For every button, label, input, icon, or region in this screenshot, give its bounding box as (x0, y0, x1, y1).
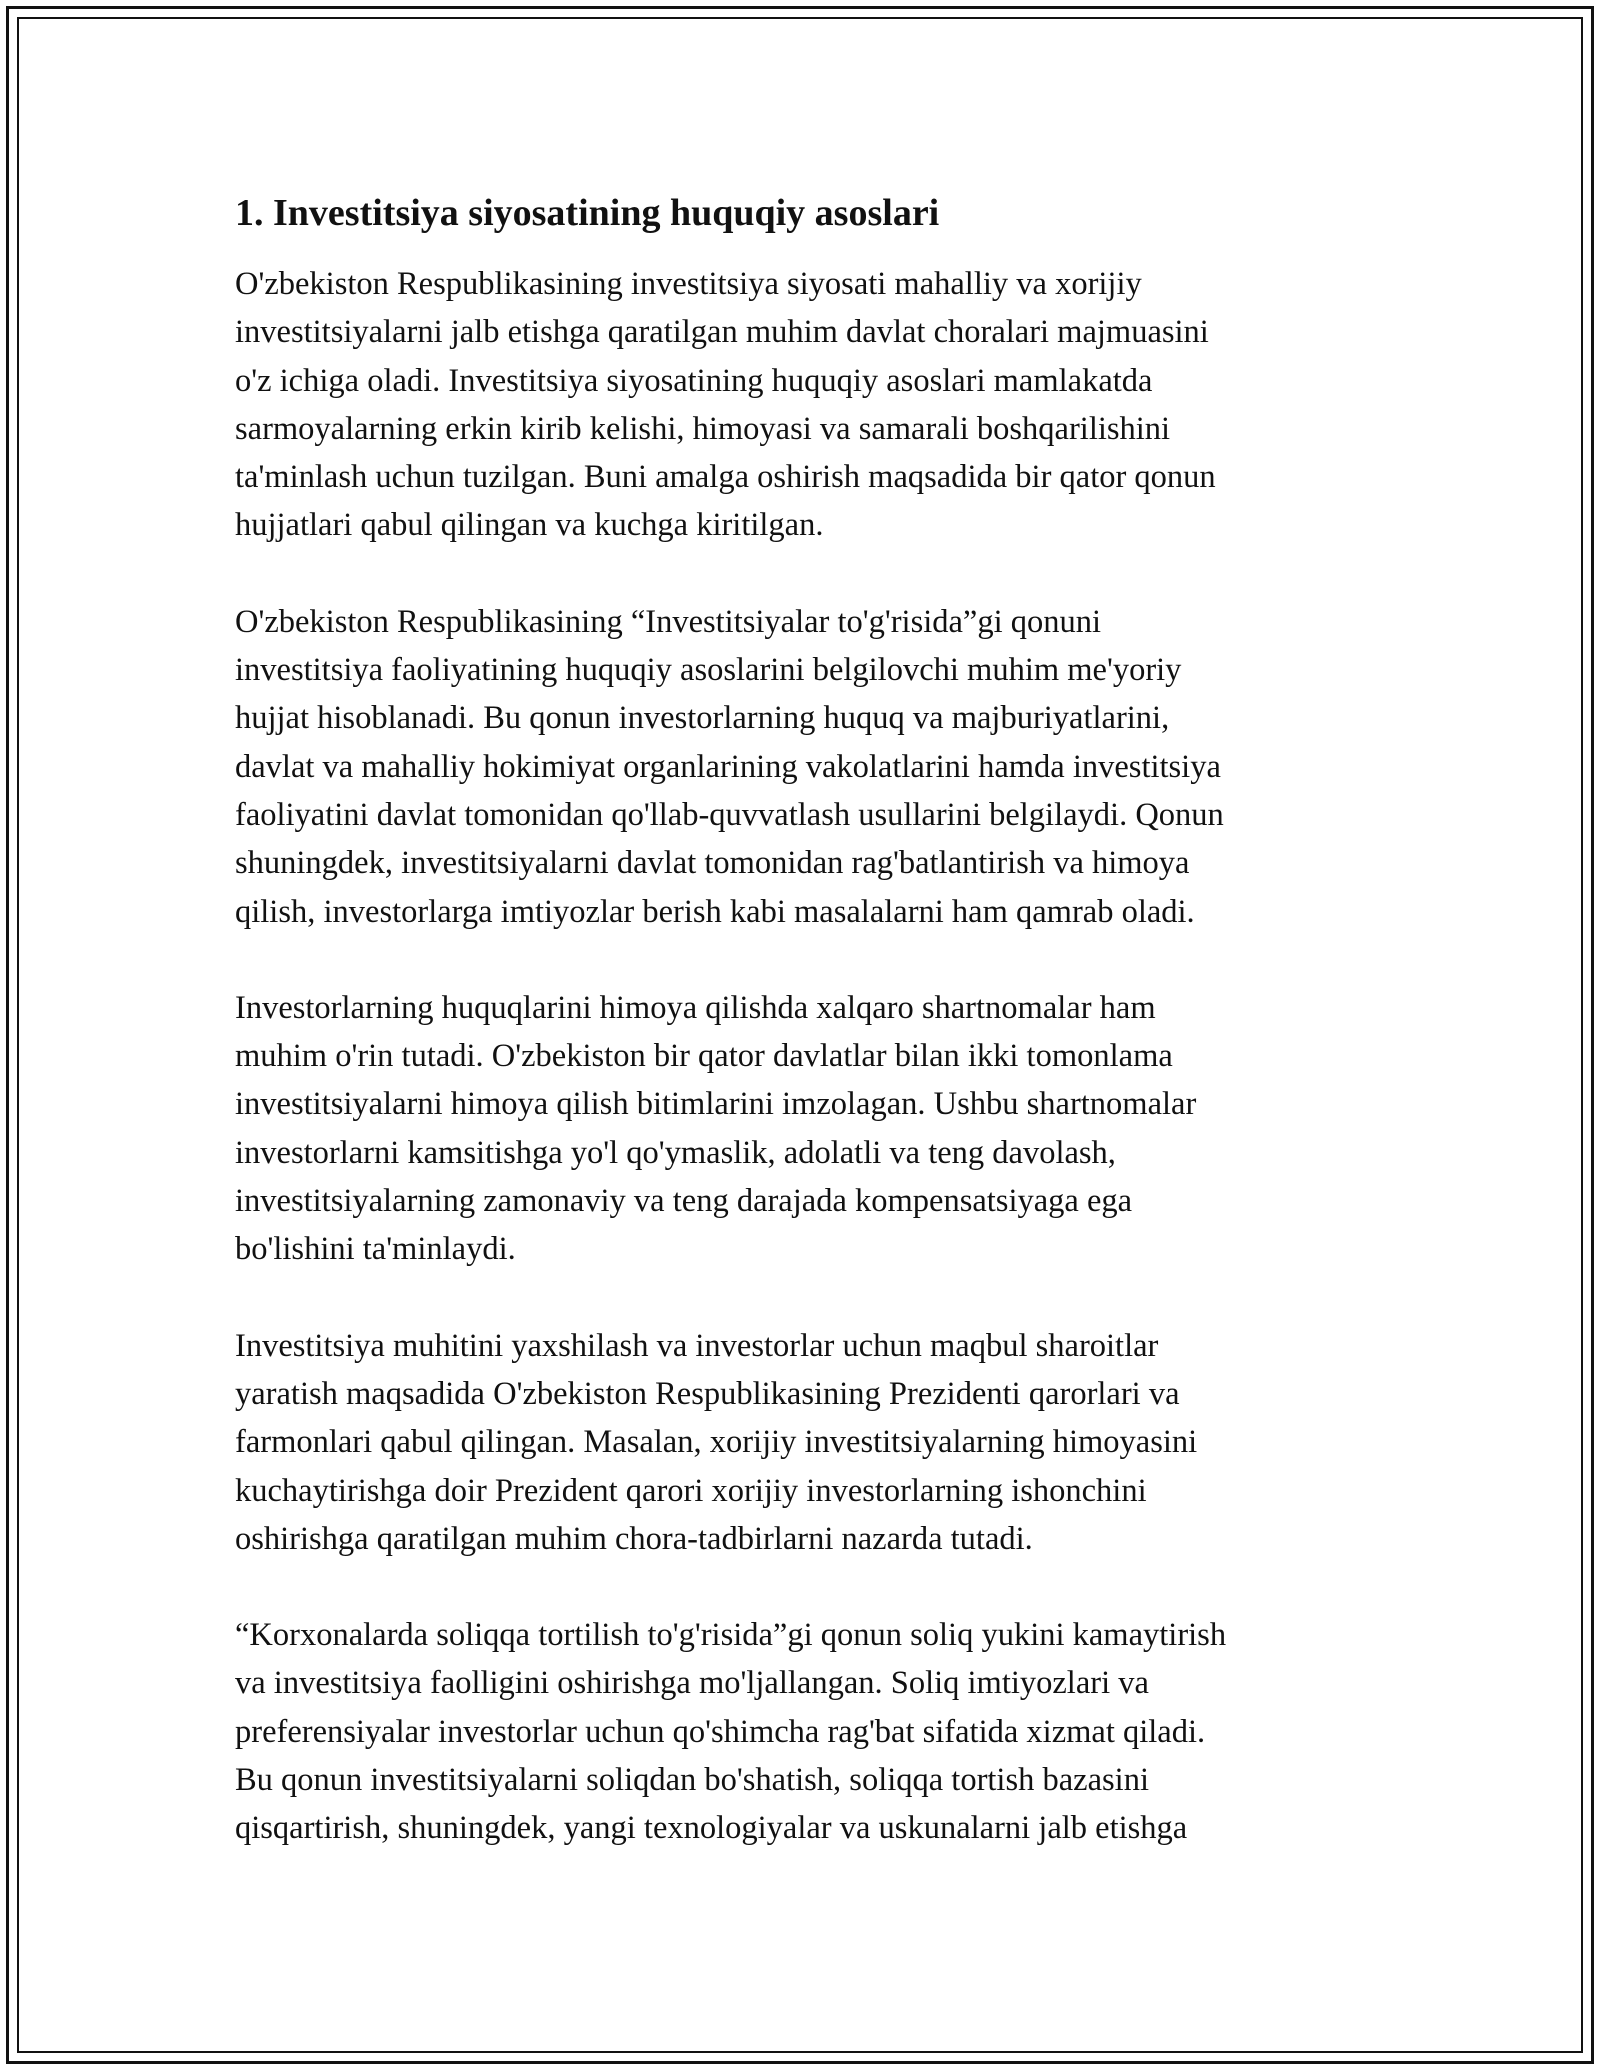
paragraph-line: bo'lishini ta'minlaydi. (235, 1231, 516, 1268)
paragraph-line: investitsiyalarni himoya qilish bitimlarini imzolagan. Ushbu shartnomalar (235, 1086, 1197, 1123)
paragraph-5 (235, 1611, 1375, 1852)
paragraph-1 (235, 260, 1375, 550)
paragraph-line: investorlarni kamsitishga yo'l qo'ymaslik, adolatli va teng davolash, (235, 1134, 1116, 1171)
paragraph-line: davlat va mahalliy hokimiyat organlarining vakolatlarini hamda investitsiya (235, 748, 1221, 785)
paragraph-line: hujjatlari qabul qilingan va kuchga kiritilgan. (235, 507, 824, 544)
paragraph-line: “Korxonalarda soliqqa tortilish to'g'risida”gi qonun soliq yukini kamaytirish (235, 1617, 1227, 1654)
paragraph-line: O'zbekiston Respublikasining investitsiya siyosati mahalliy va xorijiy (235, 266, 1142, 302)
paragraph-line: kuchaytirishga doir Prezident qarori xorijiy investorlarning ishonchini (235, 1472, 1147, 1509)
paragraph-line: o'z ichiga oladi. Investitsiya siyosatining huquqiy asoslari mamlakatda (235, 362, 1153, 399)
paragraph-line: muhim o'rin tutadi. O'zbekiston bir qator davlatlar bilan ikki tomonlama (235, 1038, 1173, 1075)
paragraph-line: investitsiya faoliyatining huquqiy asoslarini belgilovchi muhim me'yoriy (235, 652, 1182, 689)
paragraph-line: Investitsiya muhitini yaxshilash va investorlar uchun maqbul sharoitlar (235, 1327, 1159, 1364)
paragraph-line: Investorlarning huquqlarini himoya qilishda xalqaro shartnomalar ham (235, 989, 1156, 1026)
paragraph-line: sarmoyalarning erkin kirib kelishi, himoyasi va samarali boshqarilishini (235, 410, 1171, 447)
paragraph-3 (235, 984, 1375, 1274)
section-heading: 1. Investitsiya siyosatining huquqiy asoslari (235, 192, 940, 234)
paragraph-line: hujjat hisoblanadi. Bu qonun investorlarning huquq va majburiyatlarini, (235, 700, 1170, 737)
paragraph-line: farmonlari qabul qilingan. Masalan, xorijiy investitsiyalarning himoyasini (235, 1424, 1198, 1461)
paragraph-line: ta'minlash uchun tuzilgan. Buni amalga oshirish maqsadida bir qator qonun (235, 459, 1216, 496)
paragraph-line: investitsiyalarni jalb etishga qaratilgan muhim davlat choralari majmuasini (235, 314, 1209, 351)
paragraph-line: oshirishga qaratilgan muhim chora-tadbirlarni nazarda tutadi. (235, 1520, 1033, 1557)
paragraph-line: yaratish maqsadida O'zbekiston Respublikasining Prezidenti qarorlari va (235, 1375, 1180, 1412)
paragraph-line: va investitsiya faolligini oshirishga mo'ljallangan. Soliq imtiyozlari va (235, 1665, 1149, 1702)
paragraph-4 (235, 1322, 1375, 1563)
paragraph-line: investitsiyalarning zamonaviy va teng darajada kompensatsiyaga ega (235, 1183, 1133, 1220)
paragraph-line: Bu qonun investitsiyalarni soliqdan bo'shatish, soliqqa tortish bazasini (235, 1762, 1149, 1799)
paragraph-line: qisqartirish, shuningdek, yangi texnologiyalar va uskunalarni jalb etishga (235, 1810, 1188, 1847)
paragraph-line: shuningdek, investitsiyalarni davlat tomonidan rag'batlantirish va himoya (235, 845, 1190, 882)
paragraph-line: qilish, investorlarga imtiyozlar berish kabi masalalarni ham qamrab oladi. (235, 893, 1195, 930)
paragraph-line: O'zbekiston Respublikasining “Investitsiyalar to'g'risida”gi qonuni (235, 603, 1102, 640)
paragraph-line: preferensiyalar investorlar uchun qo'shimcha rag'bat sifatida xizmat qiladi. (235, 1713, 1206, 1750)
paragraph-2 (235, 598, 1375, 936)
paragraph-line: faoliyatini davlat tomonidan qo'llab-quvvatlash usullarini belgilaydi. Qonun (235, 796, 1224, 833)
document-body (235, 188, 1375, 1901)
